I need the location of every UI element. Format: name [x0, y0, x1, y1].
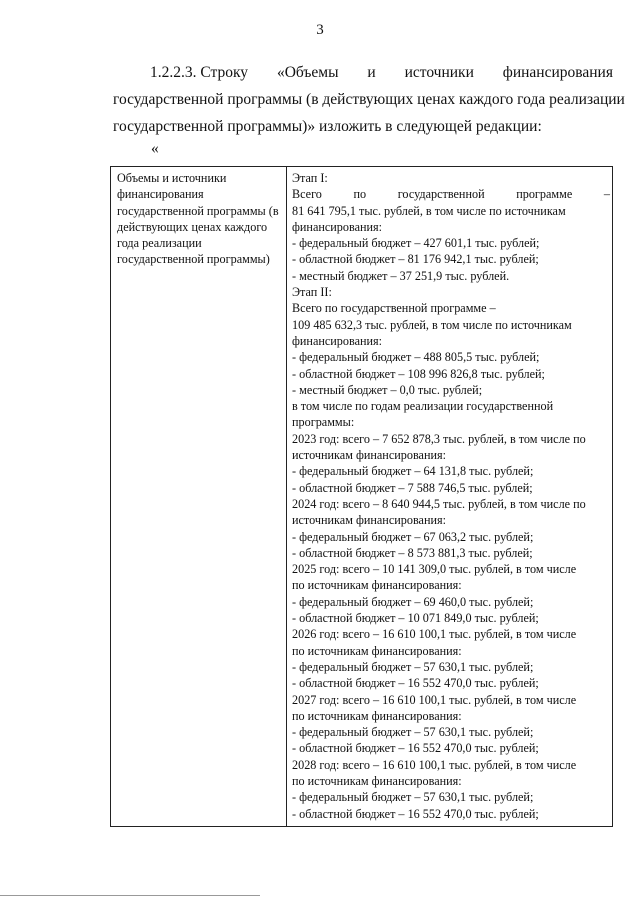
right-cell-line: программы:: [292, 415, 355, 430]
table-left-cell: [117, 170, 284, 268]
right-cell-line: 2027 год: всего – 16 610 100,1 тыс. рублей, в том числе: [292, 692, 577, 707]
right-cell-line: - областной бюджет – 16 552 470,0 тыс. рублей;: [292, 741, 539, 756]
right-cell-line: Этап II:: [292, 285, 332, 300]
right-cell-line: 2023 год: всего – 7 652 878,3 тыс. рублей, в том числе по: [292, 431, 586, 446]
right-cell-line: по источникам финансирования:: [292, 708, 462, 723]
left-cell-line: года реализации: [117, 236, 202, 251]
right-cell-line: 2024 год: всего – 8 640 944,5 тыс. рублей, в том числе по: [292, 496, 586, 511]
right-cell-line: - федеральный бюджет – 57 630,1 тыс. рублей;: [292, 790, 534, 805]
right-cell-line: источникам финансирования:: [292, 448, 446, 463]
right-cell-line: в том числе по годам реализации государственной: [292, 399, 554, 414]
right-cell-line: - областной бюджет – 81 176 942,1 тыс. рублей;: [292, 252, 539, 267]
right-cell-line: - федеральный бюджет – 57 630,1 тыс. рублей;: [292, 659, 534, 674]
right-cell-word: программе: [516, 187, 573, 202]
right-cell-line: Этап I:: [292, 171, 328, 185]
right-cell-word: –: [603, 187, 610, 202]
right-cell-line: по источникам финансирования:: [292, 578, 462, 593]
right-cell-word: по: [353, 187, 367, 202]
financing-table: [110, 166, 613, 827]
left-cell-line: государственной программы): [117, 252, 270, 267]
right-cell-line: - областной бюджет – 10 071 849,0 тыс. рублей;: [292, 611, 539, 626]
left-cell-line: Объемы и источники: [117, 171, 227, 185]
right-cell-line: - областной бюджет – 108 996 826,8 тыс. рублей;: [292, 366, 545, 381]
intro-word: 1.2.2.3. Строку: [150, 64, 249, 81]
right-cell-line: - федеральный бюджет – 64 131,8 тыс. рублей;: [292, 464, 534, 479]
right-cell-line: источникам финансирования:: [292, 513, 446, 528]
intro-word: финансирования: [502, 64, 613, 81]
right-cell-line: Всего по государственной программе –: [292, 301, 496, 316]
right-cell-line: - областной бюджет – 8 573 881,3 тыс. рублей;: [292, 545, 533, 560]
table-right-cell: [292, 170, 610, 822]
right-cell-line: - федеральный бюджет – 69 460,0 тыс. рублей;: [292, 594, 534, 609]
right-cell-line: - федеральный бюджет – 427 601,1 тыс. рублей;: [292, 236, 540, 251]
left-cell-line: государственной программы (в: [117, 203, 279, 218]
right-cell-line: 2025 год: всего – 10 141 309,0 тыс. рублей, в том числе: [292, 562, 577, 577]
right-cell-line: 81 641 795,1 тыс. рублей, в том числе по источникам: [292, 203, 566, 218]
table-column-divider: [286, 167, 287, 826]
page-number: 3: [316, 22, 324, 38]
intro-line-1: [113, 64, 613, 82]
left-cell-line: действующих ценах каждого: [117, 219, 268, 234]
right-cell-line: - федеральный бюджет – 57 630,1 тыс. рублей;: [292, 725, 534, 740]
intro-word: и: [367, 64, 376, 81]
right-cell-line: - федеральный бюджет – 67 063,2 тыс. рублей;: [292, 529, 534, 544]
intro-paragraph: [113, 64, 625, 135]
right-cell-line: 2028 год: всего – 16 610 100,1 тыс. рублей, в том числе: [292, 757, 577, 772]
right-cell-line: - местный бюджет – 37 251,9 тыс. рублей.: [292, 268, 510, 283]
right-cell-line: финансирования:: [292, 333, 383, 348]
right-cell-line: - областной бюджет – 16 552 470,0 тыс. рублей;: [292, 806, 539, 821]
right-cell-line: - областной бюджет – 7 588 746,5 тыс. рублей;: [292, 480, 533, 495]
intro-line-3: государственной программы)» изложить в следующей редакции:: [113, 118, 542, 135]
right-cell-word: государственной: [397, 187, 485, 202]
footer-divider: [0, 895, 260, 896]
right-cell-line: 2026 год: всего – 16 610 100,1 тыс. рублей, в том числе: [292, 627, 577, 642]
right-cell-line: - федеральный бюджет – 488 805,5 тыс. рублей;: [292, 350, 540, 365]
right-cell-line: - местный бюджет – 0,0 тыс. рублей;: [292, 382, 483, 397]
intro-line-2: государственной программы (в действующих ценах каждого года реализации: [113, 91, 625, 108]
right-cell-line: по источникам финансирования:: [292, 643, 462, 658]
right-cell-line: 109 485 632,3 тыс. рублей, в том числе по источникам: [292, 317, 572, 332]
right-cell-word: Всего: [292, 187, 322, 202]
left-cell-line: финансирования: [117, 187, 204, 202]
opening-quote: «: [151, 140, 159, 157]
right-cell-line: финансирования:: [292, 219, 383, 234]
right-cell-line-justified: [292, 186, 610, 202]
right-cell-line: - областной бюджет – 16 552 470,0 тыс. рублей;: [292, 676, 539, 691]
intro-word: источники: [404, 64, 474, 81]
right-cell-line: по источникам финансирования:: [292, 773, 462, 788]
intro-word: «Объемы: [276, 64, 339, 81]
